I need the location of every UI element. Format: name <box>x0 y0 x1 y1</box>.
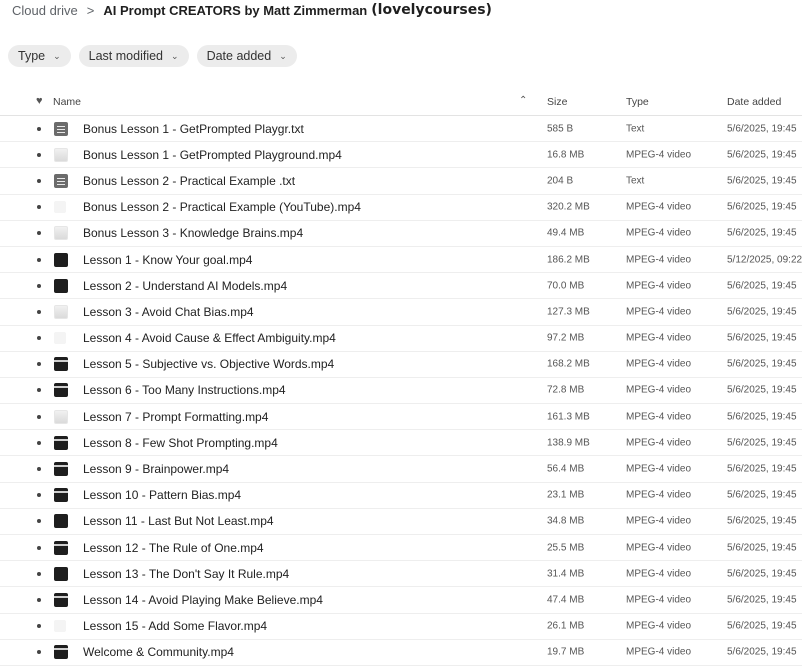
filter-type-button[interactable] <box>8 45 71 67</box>
file-name[interactable]: Bonus Lesson 1 - GetPrompted Playgr.txt <box>83 121 304 136</box>
file-name[interactable]: Lesson 11 - Last But Not Least.mp4 <box>83 514 274 529</box>
file-date-added: 5/6/2025, 19:45 <box>727 515 797 527</box>
text-file-icon <box>54 122 68 136</box>
table-row[interactable] <box>0 247 802 273</box>
file-name[interactable]: Lesson 12 - The Rule of One.mp4 <box>83 540 264 555</box>
video-thumbnail-icon <box>54 593 68 607</box>
file-size: 34.8 MB <box>547 515 585 527</box>
chevron-down-icon: ⌄ <box>279 50 287 61</box>
table-row[interactable] <box>0 587 802 613</box>
video-thumbnail-icon <box>54 148 68 162</box>
table-row[interactable] <box>0 614 802 640</box>
file-name[interactable]: Welcome & Community.mp4 <box>83 645 234 660</box>
file-type: MPEG-4 video <box>626 463 692 475</box>
file-type: MPEG-4 video <box>626 332 692 344</box>
video-thumbnail-icon <box>54 279 68 293</box>
file-date-added: 5/12/2025, 09:22 <box>727 254 802 266</box>
row-dot-icon <box>37 231 41 235</box>
file-table <box>0 89 802 666</box>
column-header-type[interactable]: Type <box>626 96 649 108</box>
table-row[interactable] <box>0 561 802 587</box>
file-type: MPEG-4 video <box>626 542 692 554</box>
table-row[interactable] <box>0 378 802 404</box>
column-header-name[interactable]: Name <box>53 96 82 108</box>
row-dot-icon <box>37 388 41 392</box>
filter-bar <box>8 45 297 67</box>
row-dot-icon <box>37 284 41 288</box>
file-name[interactable]: Bonus Lesson 2 - Practical Example (YouTube).mp4 <box>83 200 361 215</box>
file-size: 204 B <box>547 175 574 187</box>
row-dot-icon <box>37 336 41 340</box>
file-size: 72.8 MB <box>547 384 585 396</box>
file-type: Text <box>626 123 645 135</box>
file-size: 56.4 MB <box>547 463 585 475</box>
file-type: MPEG-4 video <box>626 515 692 527</box>
file-name[interactable]: Lesson 7 - Prompt Formatting.mp4 <box>83 409 269 424</box>
file-name[interactable]: Bonus Lesson 3 - Knowledge Brains.mp4 <box>83 226 304 241</box>
file-date-added: 5/6/2025, 19:45 <box>727 411 797 423</box>
file-date-added: 5/6/2025, 19:45 <box>727 489 797 501</box>
file-name[interactable]: Lesson 10 - Pattern Bias.mp4 <box>83 488 242 503</box>
file-size: 70.0 MB <box>547 280 585 292</box>
sort-ascending-icon[interactable]: ⌃ <box>519 95 528 106</box>
file-type: MPEG-4 video <box>626 594 692 606</box>
file-date-added: 5/6/2025, 19:45 <box>727 227 797 239</box>
file-date-added: 5/6/2025, 19:45 <box>727 149 797 161</box>
file-date-added: 5/6/2025, 19:45 <box>727 332 797 344</box>
file-type: MPEG-4 video <box>626 227 692 239</box>
row-dot-icon <box>37 546 41 550</box>
file-name[interactable]: Lesson 1 - Know Your goal.mp4 <box>83 252 253 267</box>
table-row[interactable] <box>0 299 802 325</box>
row-dot-icon <box>37 205 41 209</box>
filter-last-modified-label: Last modified <box>88 49 164 63</box>
table-row[interactable] <box>0 535 802 561</box>
file-date-added: 5/6/2025, 19:45 <box>727 384 797 396</box>
row-dot-icon <box>37 467 41 471</box>
file-date-added: 5/6/2025, 19:45 <box>727 201 797 213</box>
file-date-added: 5/6/2025, 19:45 <box>727 437 797 449</box>
filter-last-modified-button[interactable] <box>79 45 189 67</box>
file-name[interactable]: Lesson 9 - Brainpower.mp4 <box>83 462 230 477</box>
file-name[interactable]: Lesson 6 - Too Many Instructions.mp4 <box>83 383 286 398</box>
file-type: MPEG-4 video <box>626 437 692 449</box>
video-thumbnail-icon <box>54 541 68 555</box>
file-size: 161.3 MB <box>547 411 590 423</box>
table-row[interactable] <box>0 195 802 221</box>
video-thumbnail-icon <box>54 253 68 267</box>
video-thumbnail-icon <box>54 462 68 476</box>
video-thumbnail-icon <box>54 410 68 424</box>
file-size: 23.1 MB <box>547 489 585 501</box>
favourite-header-icon[interactable]: ♥ <box>36 95 43 107</box>
column-header-date-added[interactable]: Date added <box>727 96 782 108</box>
video-thumbnail-icon <box>54 305 68 319</box>
file-type: MPEG-4 video <box>626 280 692 292</box>
file-list <box>0 116 802 666</box>
file-name[interactable]: Lesson 13 - The Don't Say It Rule.mp4 <box>83 566 290 581</box>
table-row[interactable] <box>0 116 802 142</box>
video-thumbnail-icon <box>54 620 66 632</box>
column-header-size[interactable]: Size <box>547 96 568 108</box>
video-thumbnail-icon <box>54 567 68 581</box>
file-size: 26.1 MB <box>547 620 585 632</box>
file-name[interactable]: Lesson 8 - Few Shot Prompting.mp4 <box>83 435 278 450</box>
video-thumbnail-icon <box>54 645 68 659</box>
row-dot-icon <box>37 310 41 314</box>
file-size: 186.2 MB <box>547 254 590 266</box>
table-row[interactable] <box>0 221 802 247</box>
file-name[interactable]: Lesson 5 - Subjective vs. Objective Words.mp4 <box>83 357 335 372</box>
video-thumbnail-icon <box>54 226 68 240</box>
row-dot-icon <box>37 572 41 576</box>
file-size: 138.9 MB <box>547 437 590 449</box>
page-title-suffix: (lovelycourses) <box>371 2 492 18</box>
row-dot-icon <box>37 493 41 497</box>
table-row[interactable] <box>0 142 802 168</box>
file-name[interactable]: Lesson 15 - Add Some Flavor.mp4 <box>83 619 268 634</box>
file-size: 31.4 MB <box>547 568 585 580</box>
file-date-added: 5/6/2025, 19:45 <box>727 306 797 318</box>
row-dot-icon <box>37 362 41 366</box>
row-dot-icon <box>37 153 41 157</box>
file-name[interactable]: Lesson 14 - Avoid Playing Make Believe.mp4 <box>83 592 323 607</box>
file-size: 25.5 MB <box>547 542 585 554</box>
breadcrumb <box>12 0 492 20</box>
row-dot-icon <box>37 258 41 262</box>
file-size: 19.7 MB <box>547 646 585 658</box>
row-dot-icon <box>37 598 41 602</box>
file-size: 168.2 MB <box>547 358 590 370</box>
file-date-added: 5/6/2025, 19:45 <box>727 463 797 475</box>
file-date-added: 5/6/2025, 19:45 <box>727 646 797 658</box>
file-size: 49.4 MB <box>547 227 585 239</box>
file-size: 585 B <box>547 123 574 135</box>
file-date-added: 5/6/2025, 19:45 <box>727 568 797 580</box>
table-row[interactable] <box>0 509 802 535</box>
table-header <box>0 89 802 116</box>
file-size: 47.4 MB <box>547 594 585 606</box>
video-thumbnail-icon <box>54 488 68 502</box>
file-type: MPEG-4 video <box>626 201 692 213</box>
file-name[interactable]: Lesson 2 - Understand AI Models.mp4 <box>83 278 288 293</box>
video-thumbnail-icon <box>54 514 68 528</box>
video-thumbnail-icon <box>54 436 68 450</box>
table-row[interactable] <box>0 430 802 456</box>
table-row[interactable] <box>0 273 802 299</box>
file-name[interactable]: Lesson 3 - Avoid Chat Bias.mp4 <box>83 304 254 319</box>
file-type: MPEG-4 video <box>626 568 692 580</box>
file-size: 97.2 MB <box>547 332 585 344</box>
table-row[interactable] <box>0 404 802 430</box>
filter-date-added-button[interactable] <box>197 45 297 67</box>
file-date-added: 5/6/2025, 19:45 <box>727 175 797 187</box>
file-date-added: 5/6/2025, 19:45 <box>727 542 797 554</box>
file-type: MPEG-4 video <box>626 306 692 318</box>
file-name[interactable]: Bonus Lesson 1 - GetPrompted Playground.mp4 <box>83 147 342 162</box>
file-type: MPEG-4 video <box>626 489 692 501</box>
row-dot-icon <box>37 519 41 523</box>
file-size: 127.3 MB <box>547 306 590 318</box>
row-dot-icon <box>37 650 41 654</box>
file-type: MPEG-4 video <box>626 254 692 266</box>
row-dot-icon <box>37 179 41 183</box>
file-type: MPEG-4 video <box>626 384 692 396</box>
page-title: AI Prompt CREATORS by Matt Zimmerman <box>103 2 368 18</box>
file-type: MPEG-4 video <box>626 358 692 370</box>
file-type: MPEG-4 video <box>626 620 692 632</box>
file-name[interactable]: Bonus Lesson 2 - Practical Example .txt <box>83 173 296 188</box>
video-thumbnail-icon <box>54 383 68 397</box>
file-date-added: 5/6/2025, 19:45 <box>727 594 797 606</box>
table-row[interactable] <box>0 456 802 482</box>
file-type: Text <box>626 175 645 187</box>
row-dot-icon <box>37 415 41 419</box>
file-type: MPEG-4 video <box>626 411 692 423</box>
file-size: 320.2 MB <box>547 201 590 213</box>
row-dot-icon <box>37 127 41 131</box>
video-thumbnail-icon <box>54 357 68 371</box>
file-date-added: 5/6/2025, 19:45 <box>727 280 797 292</box>
chevron-down-icon: ⌄ <box>171 50 179 61</box>
text-file-icon <box>54 174 68 188</box>
file-name[interactable]: Lesson 4 - Avoid Cause & Effect Ambiguity.mp4 <box>83 331 336 346</box>
filter-date-added-label: Date added <box>206 49 272 63</box>
table-row[interactable] <box>0 352 802 378</box>
table-row[interactable] <box>0 483 802 509</box>
table-row[interactable] <box>0 640 802 666</box>
filter-type-label: Type <box>18 49 46 63</box>
table-row[interactable] <box>0 168 802 194</box>
breadcrumb-separator: > <box>86 2 95 18</box>
row-dot-icon <box>37 624 41 628</box>
table-row[interactable] <box>0 326 802 352</box>
chevron-down-icon: ⌄ <box>53 50 61 61</box>
breadcrumb-root-link[interactable]: Cloud drive <box>12 2 78 18</box>
video-thumbnail-icon <box>54 201 66 213</box>
file-date-added: 5/6/2025, 19:45 <box>727 123 797 135</box>
file-type: MPEG-4 video <box>626 149 692 161</box>
video-thumbnail-icon <box>54 332 66 344</box>
file-date-added: 5/6/2025, 19:45 <box>727 620 797 632</box>
file-size: 16.8 MB <box>547 149 585 161</box>
file-type: MPEG-4 video <box>626 646 692 658</box>
file-date-added: 5/6/2025, 19:45 <box>727 358 797 370</box>
row-dot-icon <box>37 441 41 445</box>
